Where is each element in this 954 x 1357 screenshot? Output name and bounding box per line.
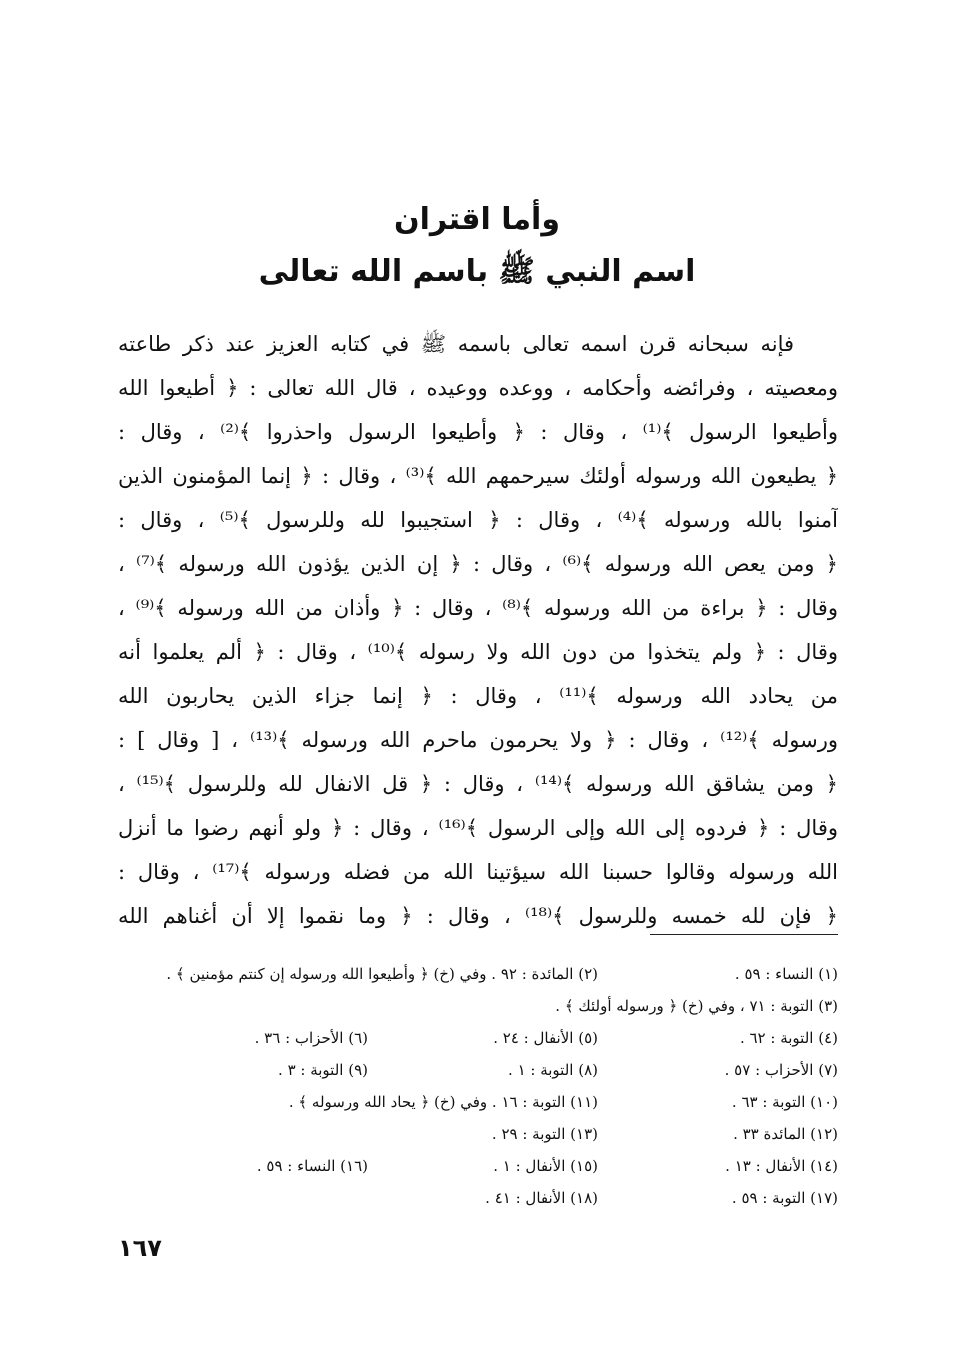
body-line: وأطيعوا الرسول ﴾⁽¹⁾ ، وقال : ﴿ وأطيعوا الرسول واحذروا ﴾⁽²⁾ ، وقال : xyxy=(118,420,838,444)
footnote-row xyxy=(150,958,838,990)
body-line: ﴿ يطيعون الله ورسوله أولئك سيرحمهم الله ﴾⁽³⁾ ، وقال : ﴿ إنما المؤمنون الذين xyxy=(118,464,838,488)
page-number: ١٦٧ xyxy=(118,1234,162,1262)
chapter-title-line-1: وأما اقتران xyxy=(394,202,560,237)
footnote-row xyxy=(150,1086,838,1118)
footnote: (١٨) الأنفال : ٤١ . xyxy=(485,1189,598,1207)
footnote-row xyxy=(150,1118,838,1150)
body-line: ومعصيته ، وفرائضه وأحكامه ، ووعده ووعيده ، قال الله تعالى : ﴿ أطيعوا الله xyxy=(118,376,838,400)
body-line: ورسوله ﴾⁽¹²⁾ ، وقال : ﴿ ولا يحرمون ماحرم الله ورسوله ﴾⁽¹³⁾ ، [ وقال ] : xyxy=(118,728,838,752)
footnote-row xyxy=(150,1182,838,1214)
body-line: فإنه سبحانه قرن اسمه تعالى باسمه ﷺ في كتابه العزيز عند ذكر طاعته xyxy=(118,332,794,356)
body-line: من يحادد الله ورسوله ﴾⁽¹¹⁾ ، وقال : ﴿ إنما جزاء الذين يحاربون الله xyxy=(118,684,838,708)
footnote: (١٠) التوبة : ٦٣ . xyxy=(731,1093,838,1111)
footnote-row xyxy=(150,1022,838,1054)
footnote: (٥) الأنفال : ٢٤ . xyxy=(493,1029,598,1047)
footnote: (٩) التوبة : ٣ . xyxy=(278,1061,368,1079)
footnote: (٣) التوبة : ٧١ ، وفي (خ) ﴿ ورسوله أولئك ﴾ . xyxy=(555,997,838,1015)
footnote: (١٥) الأنفال : ١ . xyxy=(493,1157,598,1175)
body-line: وقال : ﴿ براءة من الله ورسوله ﴾⁽⁸⁾ ، وقال : ﴿ وأذان من الله ورسوله ﴾⁽⁹⁾ ، xyxy=(118,596,838,620)
footnote: (١٧) التوبة : ٥٩ . xyxy=(731,1189,838,1207)
footnote-row xyxy=(150,1054,838,1086)
footnote: (٤) التوبة : ٦٢ . xyxy=(739,1029,838,1047)
footnote: (٦) الأحزاب : ٣٦ . xyxy=(254,1029,368,1047)
footnotes xyxy=(150,958,838,1214)
body-line: وقال : ﴿ فردوه إلى الله وإلى الرسول ﴾⁽¹⁶⁾ ، وقال : ﴿ ولو أنهم رضوا ما أنزل xyxy=(118,816,838,840)
footnote-separator xyxy=(650,934,838,935)
footnote: (٨) التوبة : ١ . xyxy=(508,1061,598,1079)
chapter-title-line-2: اسم النبي ﷺ باسم الله تعالى xyxy=(258,254,696,289)
footnote: (١١) التوبة : ١٦ . وفي (خ) ﴿ يحاد الله ورسوله ﴾ . xyxy=(288,1093,598,1111)
footnote-row xyxy=(150,990,838,1022)
footnote: (١) النساء : ٥٩ . xyxy=(734,965,838,983)
footnote-row xyxy=(150,1150,838,1182)
footnote: (١٦) النساء : ٥٩ . xyxy=(256,1157,368,1175)
footnote: (٧) الأحزاب : ٥٧ . xyxy=(724,1061,838,1079)
body-text xyxy=(118,322,838,938)
body-line: الله ورسوله وقالوا حسبنا الله سيؤتينا الله من فضله ورسوله ﴾⁽¹⁷⁾ ، وقال : xyxy=(118,860,838,884)
footnote: (١٣) التوبة : ٢٩ . xyxy=(491,1125,598,1143)
footnote: (١٤) الأنفال : ١٣ . xyxy=(725,1157,838,1175)
body-line: ﴿ فإن لله خمسه وللرسول ﴾⁽¹⁸⁾ ، وقال : ﴿ وما نقموا إلا أن أغناهم الله xyxy=(118,904,838,928)
body-line: وقال : ﴿ ولم يتخذوا من دون الله ولا رسوله ﴾⁽¹⁰⁾ ، وقال : ﴿ ألم يعلموا أنه xyxy=(118,640,838,664)
footnote: (١٢) المائدة ٣٣ . xyxy=(733,1125,838,1143)
footnote: (٢) المائدة : ٩٢ . وفي (خ) ﴿ وأطيعوا الله ورسوله إن كنتم مؤمنين ﴾ . xyxy=(166,965,598,983)
body-line: ﴿ ومن يعص الله ورسوله ﴾⁽⁶⁾ ، وقال : ﴿ إن الذين يؤذون الله ورسوله ﴾⁽⁷⁾ ، xyxy=(118,552,838,576)
body-line: آمنوا بالله ورسوله ﴾⁽⁴⁾ ، وقال : ﴿ استجيبوا لله وللرسول ﴾⁽⁵⁾ ، وقال : xyxy=(118,508,838,532)
body-line: ﴿ ومن يشاقق الله ورسوله ﴾⁽¹⁴⁾ ، وقال : ﴿ قل الانفال لله وللرسول ﴾⁽¹⁵⁾ ، xyxy=(118,772,838,796)
